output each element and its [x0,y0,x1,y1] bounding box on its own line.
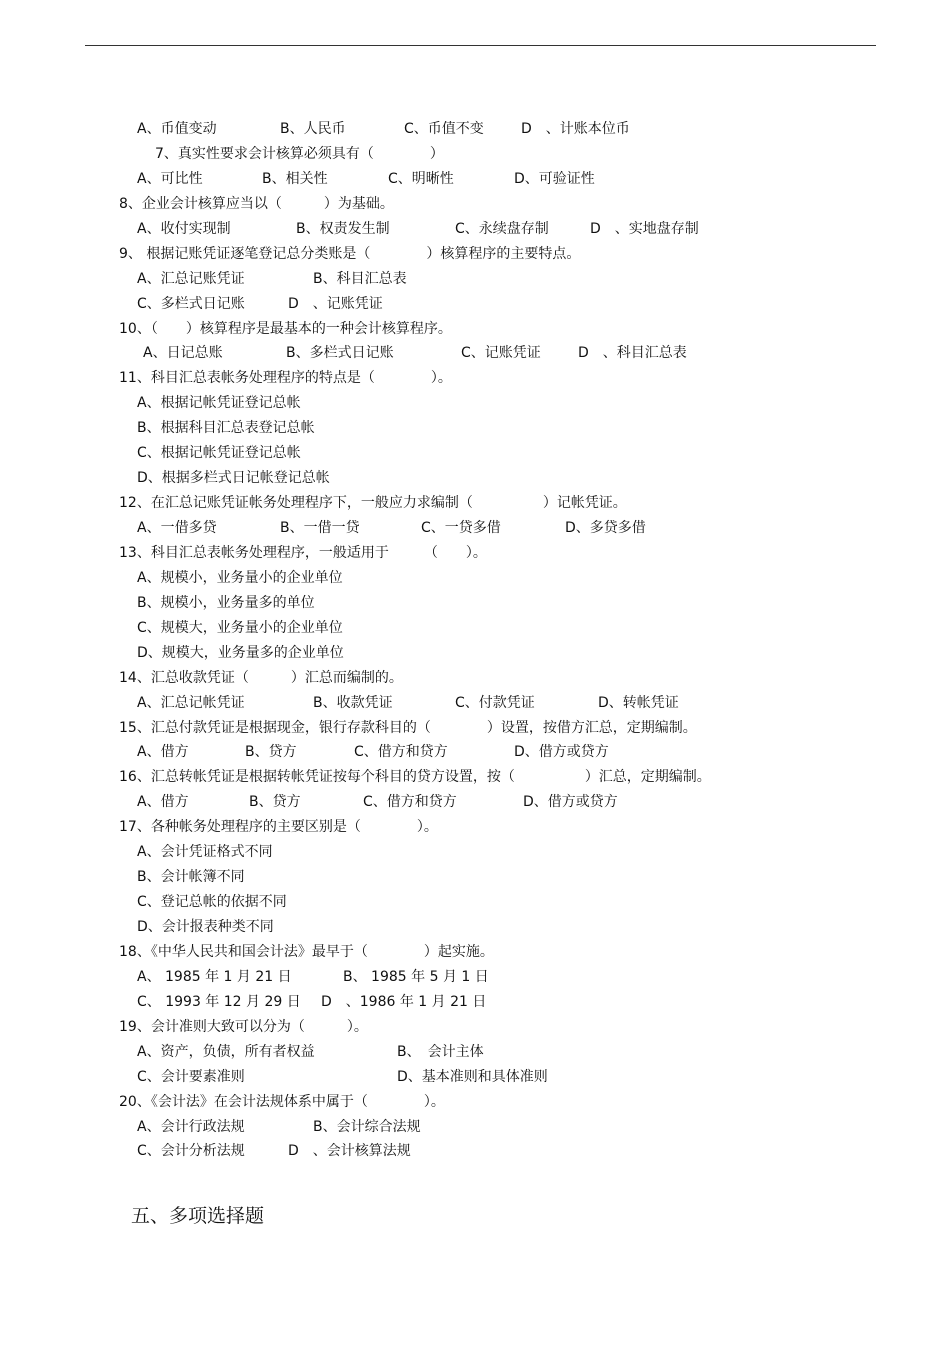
header-rule [85,45,876,46]
line-segment: D 、计账本位币 [521,121,630,137]
line-segment: B、 1985 年 5 月 1 日 [343,968,489,985]
line-segment: 19、会计准则大致可以分为（ ）。 [119,1018,368,1035]
line-segment: C、会计分析法规 [137,1143,245,1160]
question-list [0,117,950,1164]
line-segment: A、汇总记账凭证 [137,270,245,287]
text-line [0,716,950,741]
line-segment: 10、（ ）核算程序是最基本的一种会计核算程序。 [119,320,452,337]
line-segment: 8、企业会计核算应当以（ ）为基础。 [119,195,394,212]
line-segment: D 、会计核算法规 [288,1143,411,1160]
line-segment: C、币值不变 [404,121,484,137]
line-segment: B、科目汇总表 [313,270,407,287]
line-segment: D 、科目汇总表 [578,345,687,362]
line-segment: A、币值变动 [137,121,217,137]
line-segment: 16、汇总转帐凭证是根据转帐凭证按每个科目的贷方设置，按（ ）汇总，定期编制。 [119,769,711,786]
line-segment: A、根据记帐凭证登记总帐 [137,395,301,412]
section-title: 五、多项选择题 [131,1205,265,1227]
line-segment: B、人民币 [280,121,346,137]
text-line [0,491,950,516]
text-line [0,840,950,865]
text-line [0,167,950,192]
text-line [0,641,950,666]
line-segment: C、多栏式日记账 [137,295,245,312]
text-line [0,416,950,441]
line-segment: B、贷方 [249,794,301,811]
line-segment: D 、1986 年 1 月 21 日 [321,993,487,1010]
line-segment: B、一借一贷 [280,520,360,536]
line-segment: 18、《中华人民共和国会计法》最早于（ ）起实施。 [119,943,494,960]
text-line [0,441,950,466]
line-segment: 20、《会计法》在会计法规体系中属于（ ）。 [119,1093,445,1110]
line-segment: 12、在汇总记账凭证帐务处理程序下，一般应力求编制（ ）记帐凭证。 [119,495,627,512]
line-segment: 14、汇总收款凭证（ ）汇总而编制的。 [119,669,403,686]
line-segment: B、会计帐簿不同 [137,869,245,886]
line-segment: B、根据科目汇总表登记总帐 [137,420,315,437]
line-segment: B、贷方 [245,744,297,761]
text-line [0,990,950,1015]
text-line [0,1115,950,1140]
text-line [0,142,950,167]
line-segment: 15、汇总付款凭证是根据现金，银行存款科目的（ ）设置，按借方汇总，定期编制。 [119,719,697,736]
line-segment: A、日记总账 [143,345,223,362]
text-line [0,815,950,840]
line-segment: C、明晰性 [388,170,454,187]
line-segment: B、会计综合法规 [313,1118,421,1135]
line-segment: D、借方或贷方 [514,744,609,761]
line-segment: A、借方 [137,744,189,761]
line-segment: D、规模大，业务量多的企业单位 [137,644,344,661]
text-line [0,940,950,965]
line-segment: A、会计行政法规 [137,1118,245,1135]
line-segment: D 、记账凭证 [288,295,383,312]
text-line [0,267,950,292]
text-line [0,541,950,566]
line-segment: A、一借多贷 [137,520,217,536]
line-segment: C、记账凭证 [461,345,541,362]
line-segment: C、一贷多借 [421,520,501,536]
line-segment: B、多栏式日记账 [286,345,394,362]
line-segment: A、 1985 年 1 月 21 日 [137,968,292,985]
line-segment: C、付款凭证 [455,694,535,711]
text-line [0,890,950,915]
line-segment: D、借方或贷方 [523,794,618,811]
text-line [0,516,950,541]
text-line [0,117,950,142]
line-segment: A、资产，负债，所有者权益 [137,1043,315,1060]
line-segment: C、规模大，业务量小的企业单位 [137,619,343,636]
line-segment: B、规模小，业务量多的单位 [137,594,315,611]
text-line [0,317,950,342]
line-segment: A、会计凭证格式不同 [137,844,273,861]
line-segment: D、转帐凭证 [598,694,679,711]
text-line [0,666,950,691]
text-line [0,566,950,591]
text-line [0,366,950,391]
text-line [0,192,950,217]
line-segment: 7、真实性要求会计核算必须具有（ ） [155,145,444,162]
text-line [0,242,950,267]
line-segment: D、根据多栏式日记帐登记总帐 [137,470,330,487]
text-line [0,790,950,815]
text-line [0,740,950,765]
text-line [0,965,950,990]
line-segment: D、基本准则和具体准则 [397,1068,548,1085]
line-segment: B、相关性 [262,170,328,187]
line-segment: C、登记总帐的依据不同 [137,894,287,911]
line-segment: A、汇总记帐凭证 [137,694,245,711]
text-line [0,591,950,616]
text-line [0,616,950,641]
line-segment: D、多贷多借 [565,520,646,536]
text-line [0,691,950,716]
text-line [0,391,950,416]
line-segment: D、可验证性 [514,170,595,187]
text-line [0,1065,950,1090]
line-segment: A、可比性 [137,170,203,187]
line-segment: A、规模小，业务量小的企业单位 [137,569,343,586]
line-segment: A、借方 [137,794,189,811]
line-segment: C、会计要素准则 [137,1068,245,1085]
line-segment: C、根据记帐凭证登记总帐 [137,445,301,462]
line-segment: 17、各种帐务处理程序的主要区别是（ ）。 [119,819,438,836]
line-segment: C、借方和贷方 [363,794,457,811]
text-line [0,1040,950,1065]
line-segment: 9、 根据记账凭证逐笔登记总分类账是（ ）核算程序的主要特点。 [119,245,581,262]
line-segment: D 、实地盘存制 [590,220,699,237]
line-segment: B、权责发生制 [296,220,390,237]
text-line [0,1090,950,1115]
line-segment: B、收款凭证 [313,694,393,711]
text-line [0,217,950,242]
text-line [0,466,950,491]
line-segment: B、 会计主体 [397,1043,484,1060]
text-line [0,1139,950,1164]
line-segment: C、永续盘存制 [455,220,549,237]
text-line [0,1015,950,1040]
line-segment: C、 1993 年 12 月 29 日 [137,993,301,1010]
text-line [0,915,950,940]
text-line [0,765,950,790]
line-segment: C、借方和贷方 [354,744,448,761]
text-line [0,292,950,317]
text-line [0,865,950,890]
line-segment: A、收付实现制 [137,220,231,237]
line-segment: D、会计报表种类不同 [137,919,274,935]
text-line [0,341,950,366]
line-segment: 13、科目汇总表帐务处理程序，一般适用于 （ ）。 [119,544,487,561]
line-segment: 11、科目汇总表帐务处理程序的特点是（ ）。 [119,370,452,387]
